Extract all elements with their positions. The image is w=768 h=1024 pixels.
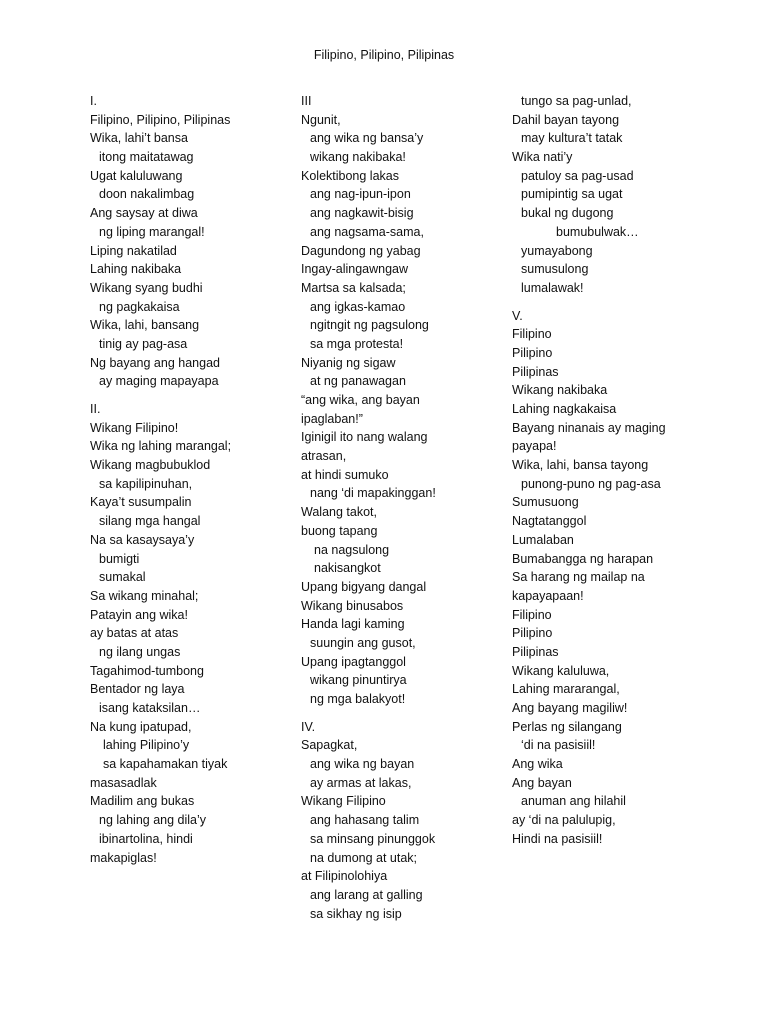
poem-line: Wika, lahi, bansang [90, 318, 200, 333]
poem-line: sa minsang pinunggok [310, 831, 436, 846]
poem-line: punong-puno ng pag-asa [521, 476, 661, 491]
poem-line: Lahing nakibaka [90, 262, 182, 277]
poem-line: V. [512, 308, 523, 323]
poem-line: silang mga hangal [99, 514, 201, 529]
poem-line: Handa lagi kaming [301, 617, 405, 632]
poem-line: bukal ng dugong [521, 206, 614, 221]
poem-line: Madilim ang bukas [90, 794, 195, 809]
poem-line: masasadlak [90, 775, 157, 790]
poem-line: Na sa kasaysaya’y [90, 532, 195, 547]
poem-line: ng mga balakyot! [310, 692, 406, 706]
poem-line: Upang ipagtanggol [301, 654, 406, 669]
poem-line: Lahing nagkakaisa [512, 402, 617, 416]
poem-line: Wikang binusabos [301, 598, 404, 613]
poem-line: at ng panawagan [310, 374, 406, 389]
poem-line: patuloy sa pag-usad [521, 168, 634, 183]
poem-line: ay batas at atas [90, 626, 179, 641]
poem-line: Dahil bayan tayong [512, 112, 620, 127]
poem-title: Filipino, Pilipino, Pilipinas [313, 48, 455, 62]
poem-line: Wikang kaluluwa, [512, 663, 610, 678]
poem-line: yumayabong [521, 243, 593, 258]
poem-line: Kolektibong lakas [301, 168, 399, 183]
poem-line: Filipino, Pilipino, Pilipinas [90, 112, 231, 127]
poem-stanza [512, 92, 712, 298]
poem-line: ibinartolina, hindi [99, 831, 193, 846]
poem-line: Na kung ipatupad, [90, 719, 192, 734]
poem-line: Patayin ang wika! [90, 607, 188, 622]
poem-line: II. [90, 402, 101, 416]
poem-column-2 [301, 92, 501, 932]
poem-line: Upang bigyang dangal [301, 579, 427, 594]
poem-line: sumusulong [521, 262, 589, 277]
poem-line: Lahing mararangal, [512, 682, 620, 697]
poem-line: I. [90, 94, 97, 108]
poem-line: Pilipino [512, 626, 553, 641]
poem-stanza [90, 400, 280, 867]
poem-line: ang larang at galling [310, 887, 423, 902]
poem-line: Ang saysay at diwa [90, 206, 198, 221]
poem-line: ay ‘di na palulupig, [512, 813, 616, 828]
poem-line: Bumabangga ng harapan [512, 551, 654, 566]
poem-line: payapa! [512, 439, 557, 454]
poem-line: ng pagkakaisa [99, 299, 180, 314]
poem-line: Ang bayang magiliw! [512, 701, 628, 715]
poem-line: ang wika ng bayan [310, 757, 415, 772]
poem-line: makapiglas! [90, 850, 157, 865]
poem-line: na dumong at utak; [310, 850, 418, 865]
poem-line: suungin ang gusot, [310, 635, 416, 650]
poem-line: Ingay-alingawngaw [301, 262, 409, 277]
poem-line: itong maitatawag [99, 150, 194, 165]
poem-line: ang wika ng bansa’y [310, 131, 424, 146]
poem-line: sa sikhay ng isip [310, 906, 402, 921]
poem-stanza [90, 92, 280, 391]
poem-line: ng lahing ang dila’y [99, 813, 207, 828]
poem-line: ng liping marangal! [99, 224, 205, 239]
poem-line: Martsa sa kalsada; [301, 280, 406, 295]
poem-line: Wika nati’y [512, 150, 573, 165]
poem-line: Wika ng lahing marangal; [90, 439, 232, 454]
poem-line: ay maging mapayapa [99, 374, 219, 389]
poem-line: Filipino [512, 327, 552, 342]
poem-line: isang kataksilan… [99, 701, 201, 715]
poem-line: nang ‘di mapakinggan! [310, 486, 436, 501]
poem-line: may kultura’t tatak [521, 131, 623, 146]
poem-line: Iginigil ito nang walang [301, 430, 428, 445]
poem-line: IV. [301, 719, 316, 734]
poem-line: atrasan, [301, 449, 347, 464]
poem-column-3 [512, 92, 712, 858]
poem-line: III [301, 94, 312, 108]
poem-line: tinig ay pag-asa [99, 336, 188, 351]
poem-line: sa kapahamakan tiyak [103, 757, 228, 772]
poem-line: “ang wika, ang bayan [301, 393, 420, 407]
poem-line: Hindi na pasisiil! [512, 831, 603, 846]
poem-line: Ang wika [512, 757, 563, 772]
poem-stanza [301, 92, 501, 709]
poem-line: sumakal [99, 570, 146, 585]
poem-line: Ugat kaluluwang [90, 168, 183, 183]
poem-line: Perlas ng silangang [512, 719, 622, 734]
poem-line: nakisangkot [314, 561, 381, 576]
poem-line: Tagahimod-tumbong [90, 663, 204, 678]
poem-line: wikang pinuntirya [310, 673, 407, 688]
poem-line: Sa harang ng mailap na [512, 570, 645, 585]
poem-line: na nagsulong [314, 542, 390, 557]
poem-line: Sapagkat, [301, 738, 358, 753]
poem-line: Lumalaban [512, 532, 574, 547]
poem-line: ang igkas-kamao [310, 299, 406, 314]
poem-line: Bentador ng laya [90, 682, 185, 697]
poem-line: sa mga protesta! [310, 336, 404, 351]
poem-line: buong tapang [301, 523, 378, 538]
poem-line: pumipintig sa ugat [521, 187, 623, 202]
poem-line: Ngunit, [301, 112, 341, 127]
poem-line: ang nagsama-sama, [310, 224, 424, 239]
poem-line: ang nag-ipun-ipon [310, 187, 411, 202]
poem-line: at Filipinolohiya [301, 869, 388, 884]
poem-line: lumalawak! [521, 280, 584, 295]
poem-stanza [301, 718, 501, 924]
poem-column-1 [90, 92, 280, 876]
poem-line: lahing Pilipino’y [103, 738, 190, 753]
poem-line: ‘di na pasisiil! [521, 738, 596, 753]
poem-line: Wikang nakibaka [512, 383, 608, 398]
poem-line: Pilipinas [512, 364, 559, 379]
poem-line: Ang bayan [512, 775, 572, 790]
poem-line: Filipino [512, 607, 552, 622]
poem-line: ngitngit ng pagsulong [310, 318, 429, 333]
poem-line: bumigti [99, 551, 140, 566]
poem-line: Nagtatanggol [512, 514, 587, 529]
poem-line: Pilipinas [512, 644, 559, 659]
poem-line: Liping nakatilad [90, 243, 177, 258]
poem-line: Wika, lahi, bansa tayong [512, 458, 649, 473]
poem-line: ang nagkawit-bisig [310, 206, 414, 221]
poem-line: Wikang Filipino! [90, 420, 179, 435]
poem-line: Pilipino [512, 345, 553, 360]
poem-line: sa kapilipinuhan, [99, 476, 193, 491]
poem-line: Wika, lahi’t bansa [90, 131, 188, 146]
poem-line: Kaya’t susumpalin [90, 495, 192, 510]
poem-line: wikang nakibaka! [310, 150, 406, 165]
poem-stanza [512, 307, 712, 849]
poem-line: Sa wikang minahal; [90, 588, 199, 603]
poem-line: Walang takot, [301, 505, 377, 520]
poem-line: at hindi sumuko [301, 467, 389, 482]
poem-line: ay armas at lakas, [310, 775, 412, 790]
poem-line: Bayang ninanais ay maging [512, 420, 666, 435]
poem-line: Niyanig ng sigaw [301, 355, 396, 370]
poem-line: Sumusuong [512, 495, 579, 510]
poem-line: tungo sa pag-unlad, [521, 94, 632, 108]
poem-line: ng ilang ungas [99, 644, 181, 659]
poem-line: Ng bayang ang hangad [90, 355, 220, 370]
poem-line: ang hahasang talim [310, 813, 420, 828]
poem-line: ipaglaban!” [301, 411, 363, 426]
poem-line: Wikang magbubuklod [90, 458, 211, 473]
poem-line: doon nakalimbag [99, 187, 195, 202]
poem-line: Wikang Filipino [301, 794, 386, 809]
poem-line: kapayapaan! [512, 588, 584, 603]
poem-line: anuman ang hilahil [521, 794, 626, 809]
poem-line: Wikang syang budhi [90, 280, 203, 295]
poem-line: Dagundong ng yabag [301, 243, 421, 258]
poem-line: bumubulwak… [556, 224, 639, 239]
